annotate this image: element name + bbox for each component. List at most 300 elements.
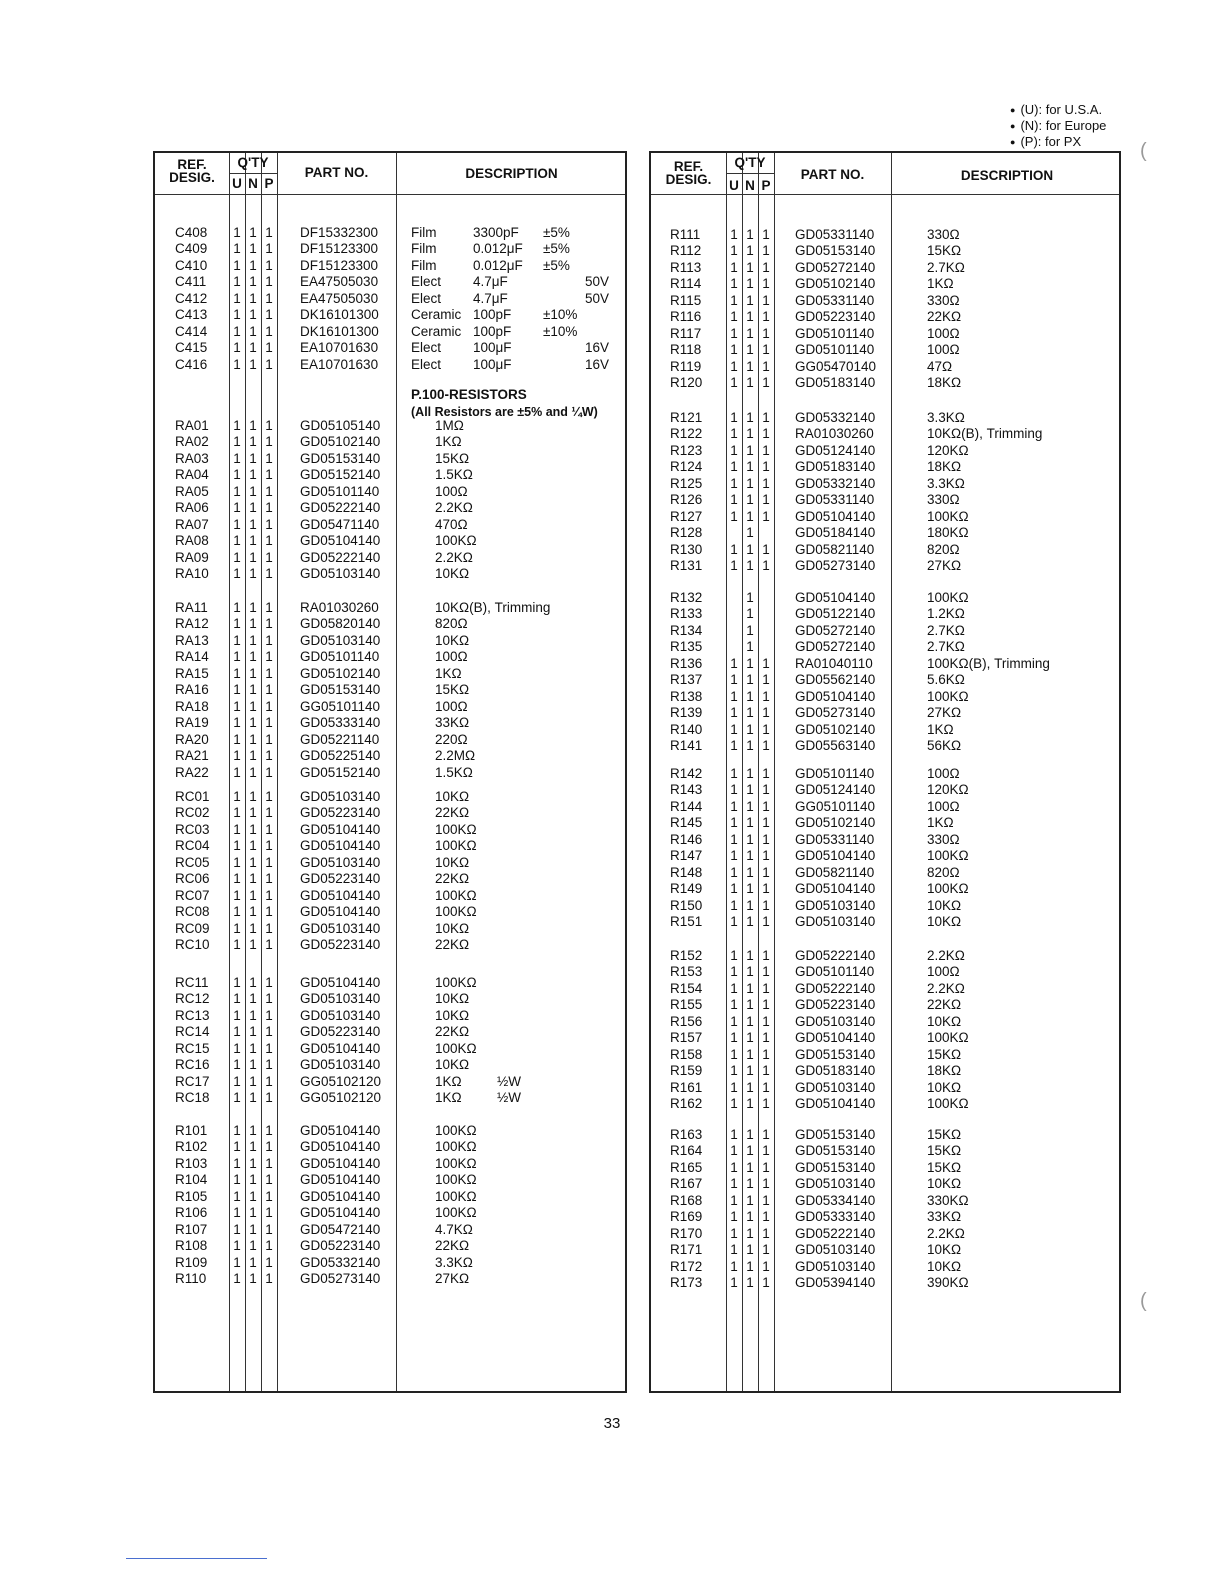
description-value: 10KΩ(B), Trimming: [435, 600, 551, 615]
table-row: [155, 600, 625, 616]
header-p: P: [761, 178, 771, 193]
description-value: 2.2KΩ: [927, 1225, 965, 1241]
description-value: 100Ω: [927, 325, 960, 341]
ref-desig: R124: [670, 459, 703, 475]
description-value: 3.3KΩ: [435, 1254, 473, 1270]
part-number: GD05102140: [795, 721, 876, 737]
description-value: 100KΩ: [435, 887, 477, 903]
qty-n: 1: [746, 1275, 754, 1291]
ref-desig: R126: [670, 492, 703, 508]
description-value: 2.2KΩ: [435, 549, 473, 565]
qty-p: 1: [762, 292, 770, 308]
qty-n: 1: [249, 600, 257, 615]
qty-u: 1: [233, 1205, 241, 1221]
qty-u: 1: [233, 764, 241, 780]
description-type: Ceramic: [411, 323, 462, 339]
ref-desig: R152: [670, 948, 703, 963]
qty-p: 1: [265, 1007, 273, 1023]
qty-u: 1: [730, 358, 738, 374]
part-number: EA47505030: [300, 274, 379, 290]
qty-n: 1: [746, 227, 754, 242]
qty-n: 1: [249, 715, 257, 731]
description-value: 15KΩ: [927, 243, 962, 259]
qty-p: 1: [265, 549, 273, 565]
ref-desig: R163: [670, 1127, 703, 1142]
qty-u: 1: [730, 1079, 738, 1095]
qty-n: 1: [249, 566, 257, 582]
table-row: [651, 832, 1119, 848]
table-row: [155, 1057, 625, 1073]
table-row: [651, 898, 1119, 914]
part-number: GD05101140: [795, 342, 875, 358]
qty-u: 1: [730, 459, 738, 475]
qty-p: 1: [762, 1143, 770, 1159]
ref-desig: R127: [670, 508, 703, 524]
qty-n: 1: [746, 655, 754, 671]
description-voltage: 16V: [585, 340, 610, 356]
qty-u: 1: [233, 1172, 241, 1188]
qty-u: 1: [730, 243, 738, 259]
qty-u: 1: [233, 450, 241, 466]
qty-u: 1: [233, 616, 241, 632]
description-value: 3300pF: [473, 225, 519, 240]
qty-p: 1: [762, 1176, 770, 1192]
qty-p: 1: [762, 914, 770, 930]
qty-u: 1: [233, 1007, 241, 1023]
description-value: 100Ω: [435, 483, 468, 499]
part-number: GD05223140: [795, 997, 876, 1013]
qty-n: 1: [746, 1159, 754, 1175]
description-value: 220Ω: [435, 731, 468, 747]
part-number: DF15123300: [300, 257, 379, 273]
qty-u: 1: [730, 705, 738, 721]
qty-p: 1: [762, 705, 770, 721]
description-value: 1KΩ: [435, 1073, 462, 1089]
qty-n: 1: [746, 410, 754, 425]
ref-desig: R114: [670, 276, 702, 292]
ref-desig: R110: [175, 1271, 207, 1287]
qty-p: 1: [762, 375, 770, 391]
part-number: GD05104140: [795, 848, 876, 864]
ref-desig: RC08: [175, 904, 210, 920]
qty-p: 1: [265, 838, 273, 854]
qty-u: 1: [730, 1242, 738, 1258]
table-row: [651, 293, 1119, 309]
qty-p: 1: [762, 558, 770, 574]
description-value: 1KΩ: [435, 1090, 462, 1106]
ref-desig: R128: [670, 525, 703, 541]
part-number: GD05104140: [300, 1123, 381, 1138]
qty-n: 1: [249, 340, 257, 356]
description-value: 10KΩ: [927, 1176, 962, 1192]
qty-u: 1: [233, 838, 241, 854]
qty-n: 1: [249, 1271, 257, 1287]
ref-desig: RA11: [175, 600, 208, 615]
description-value: 100Ω: [927, 798, 960, 814]
qty-n: 1: [746, 342, 754, 358]
table-row: [155, 1090, 625, 1106]
description-value: 100KΩ: [435, 1139, 477, 1155]
table-row: [155, 434, 625, 450]
part-number: GD05332140: [795, 475, 876, 491]
ref-desig: R101: [175, 1123, 208, 1138]
ref-desig: RC15: [175, 1040, 210, 1056]
description-value: 1.2KΩ: [927, 606, 965, 622]
qty-u: 1: [730, 1192, 738, 1208]
qty-p: 1: [265, 323, 273, 339]
qty-u: 1: [730, 276, 738, 292]
qty-n: 1: [249, 307, 257, 323]
qty-n: 1: [249, 789, 257, 804]
qty-u: 1: [730, 508, 738, 524]
description-value: 330Ω: [927, 292, 960, 308]
qty-p: 1: [265, 764, 273, 780]
ref-desig: RA12: [175, 616, 209, 632]
description-value: 120KΩ: [927, 442, 969, 458]
part-number: GD05821140: [795, 864, 875, 880]
qty-n: 1: [249, 533, 257, 549]
qty-u: 1: [233, 1024, 241, 1040]
qty-p: 1: [265, 600, 273, 615]
description-value: 47Ω: [927, 358, 953, 374]
qty-p: 1: [265, 975, 273, 990]
description-value: 15KΩ: [435, 682, 470, 698]
ref-desig: RC12: [175, 991, 210, 1007]
part-number: EA47505030: [300, 290, 379, 306]
qty-p: 1: [265, 715, 273, 731]
qty-n: 1: [746, 459, 754, 475]
ref-desig: R119: [670, 358, 702, 374]
qty-p: 1: [762, 1096, 770, 1112]
part-number: GD05103140: [795, 1258, 876, 1274]
table-row: [651, 525, 1119, 541]
table-row: [155, 291, 625, 307]
part-number: GD05472140: [300, 1221, 381, 1237]
part-number: GD05103140: [795, 1242, 876, 1258]
qty-n: 1: [746, 798, 754, 814]
part-number: GD05103140: [300, 632, 381, 648]
table-row: [155, 1205, 625, 1221]
qty-u: 1: [730, 655, 738, 671]
table-row: [651, 227, 1119, 243]
table-row: [155, 1238, 625, 1254]
parts-table-left: [153, 151, 627, 1393]
header-description: DESCRIPTION: [465, 166, 558, 181]
qty-n: 1: [249, 1254, 257, 1270]
table-row: [155, 732, 625, 748]
qty-u: 1: [730, 1209, 738, 1225]
qty-n: 1: [249, 1123, 257, 1138]
ref-desig: R121: [670, 410, 703, 425]
qty-n: 1: [746, 782, 754, 798]
table-row: [155, 258, 625, 274]
ref-desig: RA06: [175, 500, 209, 516]
description-value: 56KΩ: [927, 738, 962, 754]
qty-p: 1: [265, 1057, 273, 1073]
table-row: [651, 1259, 1119, 1275]
part-number: GD05101140: [795, 325, 875, 341]
qty-p: 1: [265, 533, 273, 549]
part-number: GD05152140: [300, 467, 381, 483]
qty-p: 1: [762, 815, 770, 831]
qty-n: 1: [746, 738, 754, 754]
header-p: P: [264, 176, 274, 191]
ref-desig: R131: [670, 558, 703, 574]
qty-n: 1: [746, 243, 754, 259]
ref-desig: R150: [670, 897, 703, 913]
part-number: GD05104140: [795, 1030, 876, 1046]
part-number: GD05153140: [795, 1127, 876, 1142]
part-number: GD05103140: [300, 920, 381, 936]
qty-p: 1: [762, 948, 770, 963]
table-row: [651, 342, 1119, 358]
qty-u: 1: [730, 1096, 738, 1112]
description-value: 100pF: [473, 323, 512, 339]
part-number: GD05332140: [795, 410, 876, 425]
qty-u: 1: [233, 1073, 241, 1089]
description-value: 10KΩ: [927, 1013, 962, 1029]
table-row: [651, 1014, 1119, 1030]
description-value: 100KΩ: [435, 1205, 477, 1221]
qty-u: 1: [730, 475, 738, 491]
ref-desig: R159: [670, 1063, 703, 1079]
qty-p: 1: [762, 459, 770, 475]
description-value: 100KΩ: [927, 1096, 969, 1112]
description-value: 100KΩ: [435, 1155, 477, 1171]
ref-desig: RC14: [175, 1024, 210, 1040]
qty-u: 1: [730, 688, 738, 704]
qty-n: 1: [746, 541, 754, 557]
description-value: 10KΩ: [435, 632, 470, 648]
part-number: GD05222140: [795, 980, 876, 996]
qty-u: 1: [730, 492, 738, 508]
part-number: DK16101300: [300, 323, 379, 339]
ref-desig: R137: [670, 672, 703, 688]
description-value: 100KΩ: [927, 590, 969, 605]
header-u: U: [232, 176, 242, 191]
description-value: 1MΩ: [435, 418, 464, 433]
ref-desig: R168: [670, 1192, 703, 1208]
qty-n: 1: [249, 1040, 257, 1056]
qty-n: 1: [249, 1188, 257, 1204]
qty-p: 1: [762, 655, 770, 671]
qty-n: 1: [249, 516, 257, 532]
qty-n: 1: [746, 525, 754, 541]
part-number: GD05183140: [795, 375, 876, 391]
description-voltage: 16V: [585, 356, 610, 372]
qty-n: 1: [249, 871, 257, 887]
qty-p: 1: [762, 492, 770, 508]
qty-u: 1: [233, 290, 241, 306]
table-row: [651, 542, 1119, 558]
qty-u: 1: [730, 227, 738, 242]
qty-p: 1: [265, 500, 273, 516]
qty-n: 1: [746, 590, 754, 605]
description-value: 100KΩ: [435, 1123, 477, 1138]
part-number: GD05104140: [300, 1139, 381, 1155]
qty-n: 1: [249, 549, 257, 565]
table-row: [155, 682, 625, 698]
description-type: Ceramic: [411, 307, 462, 323]
part-number: GD05104140: [300, 838, 381, 854]
qty-p: 1: [265, 649, 273, 665]
qty-n: 1: [249, 225, 257, 240]
qty-p: 1: [762, 358, 770, 374]
table-row: [155, 533, 625, 549]
part-number: GD05331140: [795, 831, 875, 847]
table-row: [155, 1008, 625, 1024]
qty-n: 1: [249, 991, 257, 1007]
description-value: 180KΩ: [927, 525, 969, 541]
part-number: GD05152140: [300, 764, 381, 780]
table-row: [155, 904, 625, 920]
table-row: [651, 1143, 1119, 1159]
part-number: GD05104140: [795, 688, 876, 704]
table-row: [651, 492, 1119, 508]
ref-desig: RA19: [175, 715, 209, 731]
part-number: GD05124140: [795, 782, 876, 798]
qty-u: 1: [233, 904, 241, 920]
part-number: GD05820140: [300, 616, 381, 632]
scan-mark: (: [1140, 1290, 1147, 1312]
part-number: GD05153140: [795, 1159, 876, 1175]
table-row: [155, 715, 625, 731]
description-value: 100KΩ: [927, 1030, 969, 1046]
description-value: 100Ω: [927, 766, 960, 781]
part-number: GG05102120: [300, 1073, 382, 1089]
qty-p: 1: [762, 848, 770, 864]
part-number: GD05104140: [300, 1155, 381, 1171]
ref-desig: RA14: [175, 649, 209, 665]
qty-p: 1: [265, 632, 273, 648]
qty-u: 1: [233, 566, 241, 582]
qty-u: 1: [730, 1013, 738, 1029]
qty-u: 1: [730, 1225, 738, 1241]
qty-p: 1: [265, 887, 273, 903]
table-row: [651, 782, 1119, 798]
qty-p: 1: [762, 672, 770, 688]
description-type: Film: [411, 225, 437, 240]
description-value: 27KΩ: [435, 1271, 470, 1287]
table-row: [651, 590, 1119, 606]
qty-p: 1: [762, 243, 770, 259]
table-row: [651, 509, 1119, 525]
qty-n: 1: [249, 887, 257, 903]
part-number: EA10701630: [300, 356, 379, 372]
table-row: [155, 699, 625, 715]
ref-desig: R123: [670, 442, 703, 458]
ref-desig: RC04: [175, 838, 210, 854]
qty-u: 1: [233, 483, 241, 499]
qty-u: 1: [730, 798, 738, 814]
qty-n: 1: [249, 467, 257, 483]
qty-n: 1: [746, 639, 754, 655]
table-row: [155, 1222, 625, 1238]
part-number: GD05225140: [300, 748, 381, 764]
table-row: [651, 1242, 1119, 1258]
ref-desig: R104: [175, 1172, 208, 1188]
description-value: 10KΩ: [435, 920, 470, 936]
description-tolerance: ±10%: [543, 307, 578, 323]
qty-n: 1: [746, 848, 754, 864]
qty-n: 1: [249, 483, 257, 499]
qty-p: 1: [762, 1063, 770, 1079]
qty-u: 1: [730, 738, 738, 754]
qty-n: 1: [746, 881, 754, 897]
qty-p: 1: [762, 1242, 770, 1258]
table-row: [155, 765, 625, 781]
qty-p: 1: [265, 1090, 273, 1106]
description-value: 10KΩ: [435, 1057, 470, 1073]
qty-u: 1: [233, 323, 241, 339]
qty-u: 1: [730, 1275, 738, 1291]
description-value: 1KΩ: [927, 815, 954, 831]
qty-p: 1: [762, 798, 770, 814]
ref-desig: R173: [670, 1275, 703, 1291]
qty-u: 1: [233, 225, 241, 240]
qty-p: 1: [762, 1079, 770, 1095]
qty-u: 1: [233, 1040, 241, 1056]
qty-p: 1: [265, 450, 273, 466]
description-value: 5.6KΩ: [927, 672, 965, 688]
table-row: [651, 1047, 1119, 1063]
qty-n: 1: [249, 1205, 257, 1221]
qty-n: 1: [746, 897, 754, 913]
description-value: 22KΩ: [435, 937, 470, 953]
ref-desig: R132: [670, 590, 703, 605]
qty-u: 1: [233, 731, 241, 747]
ref-desig: RC18: [175, 1090, 210, 1106]
ref-desig: R162: [670, 1096, 703, 1112]
description-value: 0.012μF: [473, 241, 523, 257]
description-value: 22KΩ: [435, 1238, 470, 1254]
qty-p: 1: [762, 721, 770, 737]
table-row: [651, 1096, 1119, 1112]
qty-n: 1: [249, 1073, 257, 1089]
description-tolerance: ±5%: [543, 241, 570, 257]
table-row: [651, 738, 1119, 754]
description-value: 100KΩ: [435, 1172, 477, 1188]
part-number: GD05394140: [795, 1275, 876, 1291]
ref-desig: RC01: [175, 789, 210, 804]
qty-n: 1: [249, 682, 257, 698]
description-tolerance: ±5%: [543, 225, 570, 240]
qty-n: 1: [746, 914, 754, 930]
qty-p: 1: [265, 937, 273, 953]
qty-u: 1: [730, 442, 738, 458]
table-row: [155, 500, 625, 516]
table-row: [155, 307, 625, 323]
qty-n: 1: [249, 975, 257, 990]
part-number: GG05470140: [795, 358, 877, 374]
qty-p: 1: [265, 1139, 273, 1155]
qty-u: 1: [233, 1123, 241, 1138]
table-row: [651, 1176, 1119, 1192]
qty-p: 1: [762, 881, 770, 897]
part-number: GD05104140: [300, 975, 381, 990]
table-row: [651, 476, 1119, 492]
qty-u: 1: [233, 698, 241, 714]
qty-n: 1: [746, 766, 754, 781]
ref-desig: RC16: [175, 1057, 210, 1073]
ref-desig: R109: [175, 1254, 208, 1270]
qty-n: 1: [746, 1063, 754, 1079]
qty-n: 1: [249, 731, 257, 747]
ref-desig: C413: [175, 307, 208, 323]
qty-u: 1: [233, 748, 241, 764]
qty-u: 1: [730, 721, 738, 737]
qty-n: 1: [249, 356, 257, 372]
